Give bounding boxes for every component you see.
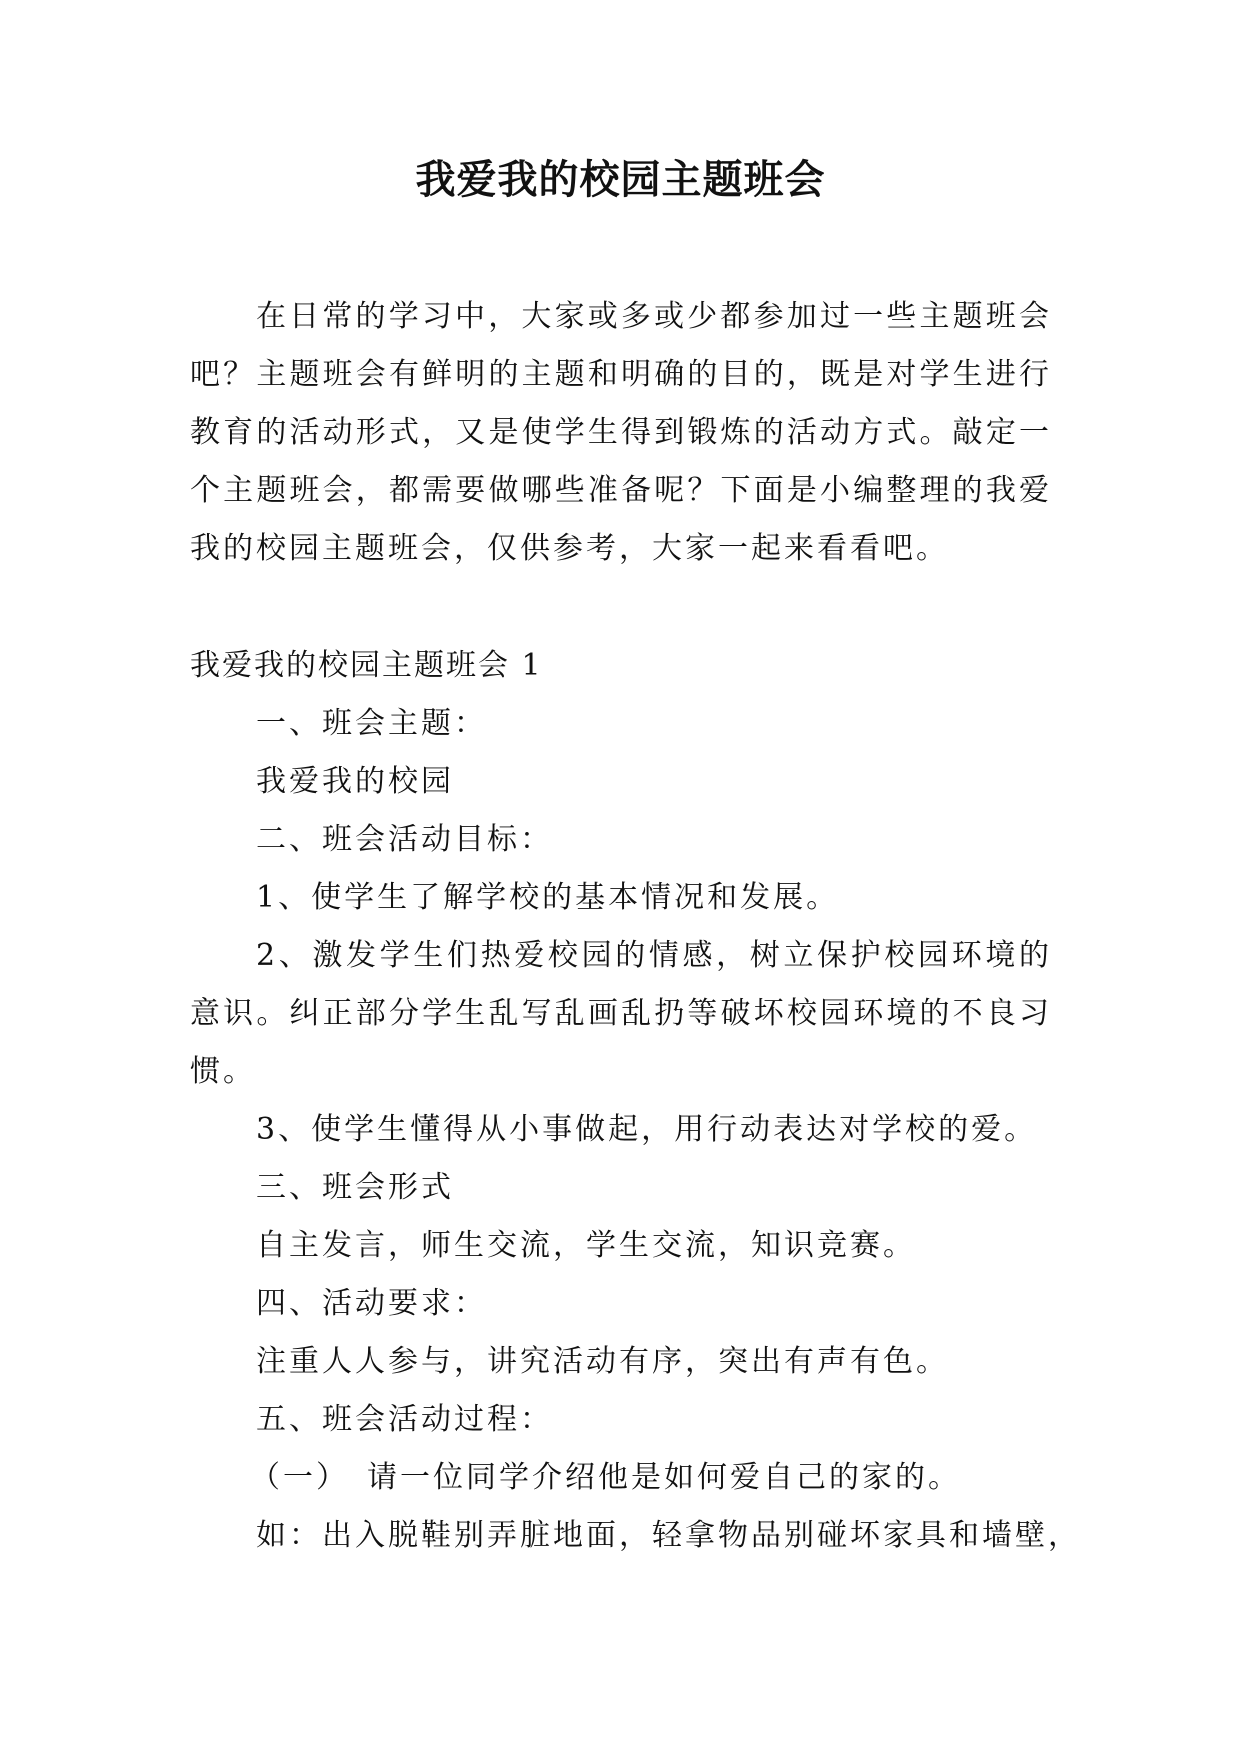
goal-item-3: 3、使学生懂得从小事做起，用行动表达对学校的爱。 bbox=[256, 1112, 1038, 1147]
intro-paragraph: 在日常的学习中，大家或多或少都参加过一些主题班会吧？主题班会有鲜明的主题和明确的目的，既是对学生进行教育的活动形式，又是使学生得到锻炼的活动方式。敲定一个主题班会，都需要做哪些准备呢？下面是小编整理的我爱我的校园主题班会，仅供参考，大家一起来看看吧。 bbox=[190, 299, 1052, 566]
format-text: 自主发言，师生交流，学生交流，知识竞赛。 bbox=[256, 1228, 916, 1263]
section-heading: 我爱我的校园主题班会 1 bbox=[190, 648, 543, 683]
heading-format: 三、班会形式 bbox=[256, 1170, 454, 1205]
process-step-1: （一） 请一位同学介绍他是如何爱自己的家的。 bbox=[250, 1460, 961, 1495]
heading-process: 五、班会活动过程： bbox=[256, 1402, 553, 1437]
process-example: 如：出入脱鞋别弄脏地面，轻拿物品别碰坏家具和墙壁， bbox=[256, 1518, 1081, 1553]
document-title: 我爱我的校园主题班会 bbox=[415, 156, 826, 203]
heading-goals: 二、班会活动目标： bbox=[256, 822, 553, 857]
requirements-text: 注重人人参与，讲究活动有序，突出有声有色。 bbox=[256, 1344, 949, 1379]
heading-class-theme: 一、班会主题： bbox=[256, 706, 487, 741]
heading-requirements: 四、活动要求： bbox=[256, 1286, 487, 1321]
theme-text: 我爱我的校园 bbox=[256, 764, 454, 799]
goal-item-1: 1、使学生了解学校的基本情况和发展。 bbox=[256, 880, 840, 915]
goal-item-2: 2、激发学生们热爱校园的情感，树立保护校园环境的意识。纠正部分学生乱写乱画乱扔等破坏校园环境的不良习惯。 bbox=[190, 938, 1052, 1089]
